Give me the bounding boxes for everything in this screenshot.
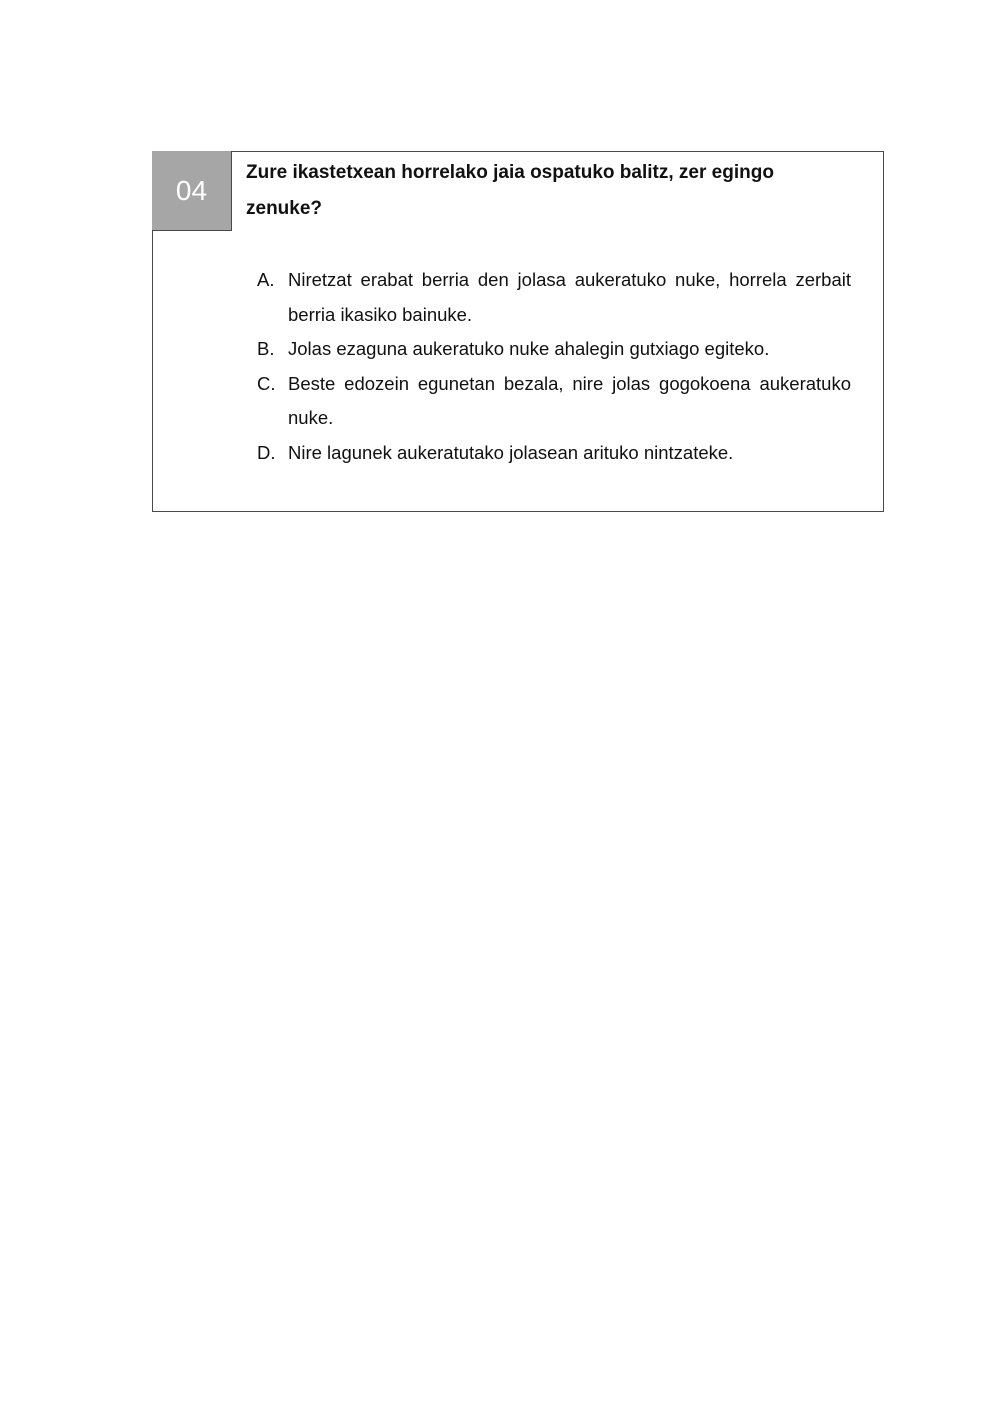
question-number: 04 [152, 151, 232, 231]
answer-options [257, 263, 851, 470]
option-letter: A. [257, 269, 275, 290]
option-a[interactable] [257, 263, 851, 332]
option-d[interactable] [257, 436, 851, 471]
option-text: Jolas ezaguna aukeratuko nuke ahalegin gutxiago egiteko. [288, 338, 770, 359]
option-b[interactable] [257, 332, 851, 367]
option-letter: D. [257, 441, 276, 463]
option-text: Beste edozein egunetan bezala, nire jolas gogokoena aukeratuko nuke. [288, 372, 851, 428]
option-c[interactable] [257, 367, 851, 436]
option-text: Nire lagunek aukeratutako jolasean arituko nintzateke. [288, 441, 734, 463]
question-box [152, 151, 884, 512]
option-letter: B. [257, 338, 275, 359]
option-letter: C. [257, 372, 276, 394]
question-text: Zure ikastetxean horrelako jaia ospatuko balitz, zer egingo zenuke? [246, 162, 774, 219]
option-text: Niretzat erabat berria den jolasa aukeratuko nuke, horrela zerbait berria ikasiko bainuke. [288, 269, 851, 325]
